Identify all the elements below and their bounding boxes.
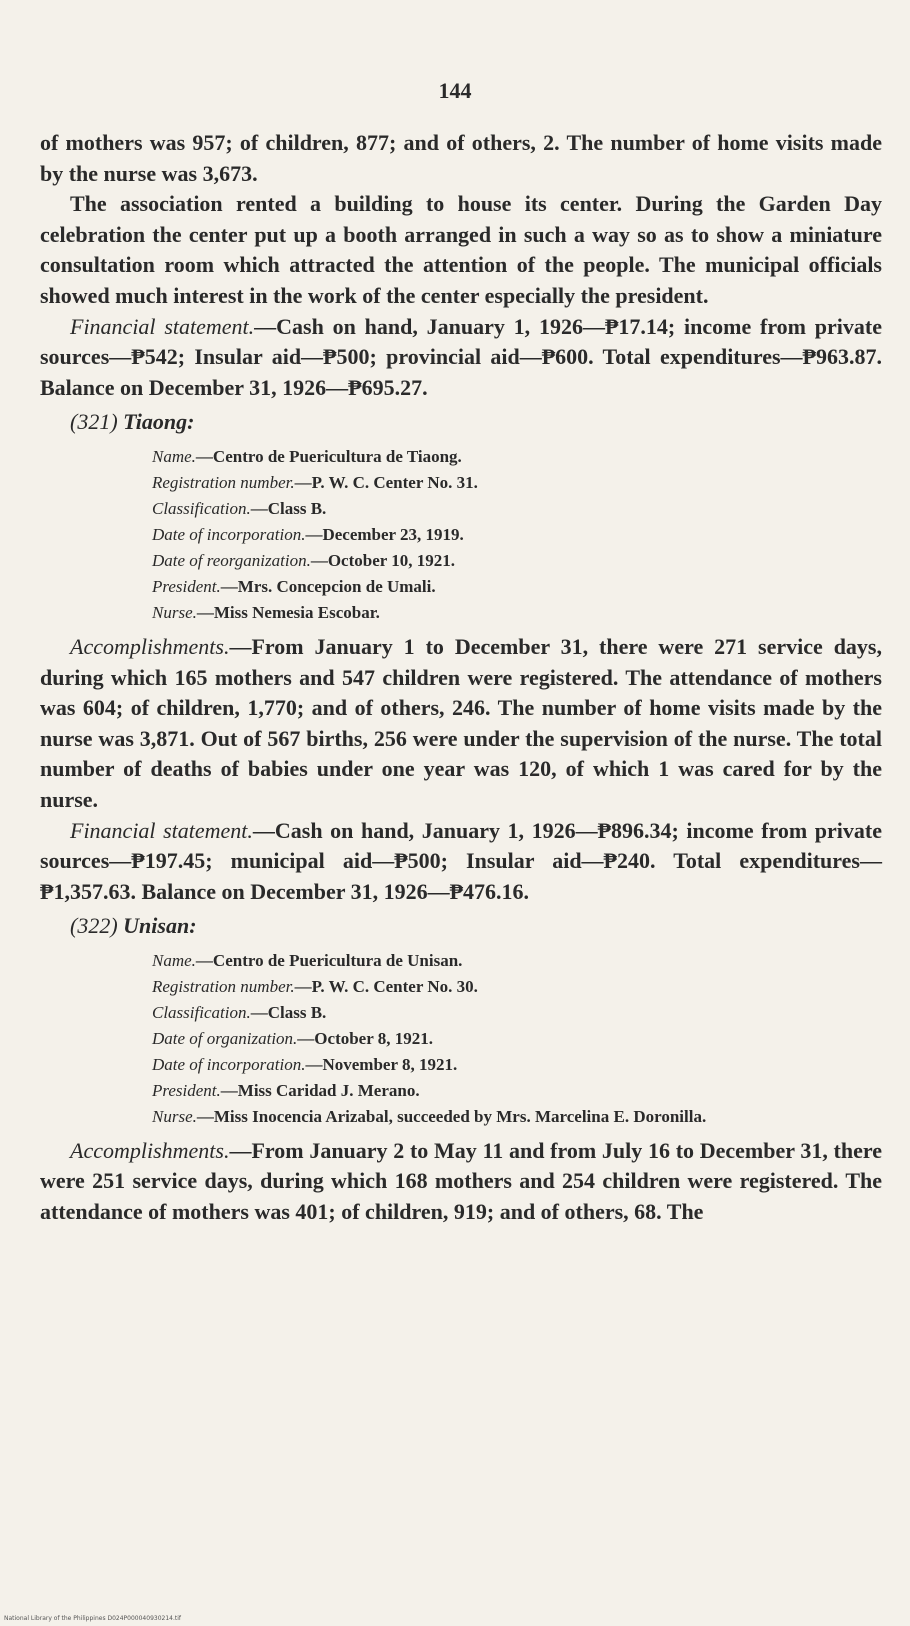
detail-row: Nurse.—Miss Inocencia Arizabal, succeeded by Mrs. Marcelina E. Doronilla. [152, 1106, 707, 1126]
detail-row: Date of reorganization.—October 10, 1921. [152, 550, 455, 570]
scan-footer: National Library of the Philippines D024P000040930214.tif [4, 1615, 182, 1622]
section-322-accomplishments: Accomplishments.—From January 2 to May 11 and from July 16 to December 31, there were 251 service days, during which 168 mothers and 254 children were registered. The attendance of mothers was 401; of children, 919; and of others, 68. The [40, 1137, 882, 1225]
detail-row: Nurse.—Miss Nemesia Escobar. [152, 602, 380, 622]
intro-paragraph: of mothers was 957; of children, 877; and of others, 2. The number of home visits made by the nurse was 3,673. [40, 130, 882, 186]
section-321-details [40, 444, 882, 626]
detail-row: Date of incorporation.—November 8, 1921. [152, 1054, 458, 1074]
detail-row: Name.—Centro de Puericultura de Tiaong. [152, 446, 462, 466]
section-number: (322) [70, 913, 118, 939]
section-title: Tiaong: [123, 409, 195, 435]
detail-row: Name.—Centro de Puericultura de Unisan. [152, 950, 463, 970]
detail-row: Date of organization.—October 8, 1921. [152, 1028, 433, 1048]
page-body [40, 128, 882, 1228]
section-322-details [40, 948, 882, 1130]
page-number: 144 [438, 78, 472, 103]
detail-row: President.—Miss Caridad J. Merano. [152, 1080, 420, 1100]
detail-row: Classification.—Class B. [152, 1002, 327, 1022]
section-321-heading [40, 407, 882, 438]
detail-row: Date of incorporation.—December 23, 1919. [152, 524, 464, 544]
detail-row: President.—Mrs. Concepcion de Umali. [152, 576, 436, 596]
section-321-financial-statement: Financial statement.—Cash on hand, January 1, 1926—₱896.34; income from private sources—₱197.45; municipal aid—₱500; Insular aid—₱240. Total expenditures—₱1,357.63. Balance on December 31, 1926—₱476.16. [40, 817, 882, 904]
section-number: (321) [70, 409, 118, 435]
section-title: Unisan: [123, 913, 197, 939]
financial-statement-text: —Cash on hand, January 1, 1926—₱17.14; income from private sources—₱542; Insular aid—₱500; provincial aid—₱600. Total expenditures—₱963.87. Balance on December 31, 1926—₱695.27. [40, 313, 882, 400]
financial-statement-paragraph [40, 312, 882, 404]
detail-row: Registration number.—P. W. C. Center No. 30. [152, 976, 478, 996]
detail-row: Classification.—Class B. [152, 498, 327, 518]
section-322-heading [40, 911, 882, 942]
association-paragraph: The association rented a building to house its center. During the Garden Day celebration the center put up a booth arranged in such a way so as to show a miniature consultation room which attracted the attention of the people. The municipal officials showed much interest in the work of the center especially the president. [40, 191, 882, 308]
financial-statement-label: Financial statement. [70, 313, 255, 339]
detail-row: Registration number.—P. W. C. Center No. 31. [152, 472, 478, 492]
section-321-accomplishments: Accomplishments.—From January 1 to December 31, there were 271 service days, during which 165 mothers and 547 children were registered. The attendance of mothers was 604; of children, 1,770; and of others, 246. The number of home visits made by the nurse was 3,871. Out of 567 births, 256 were under the supervision of the nurse. The total number of deaths of babies under one year was 120, of which 1 was cared for by the nurse. [40, 633, 882, 812]
